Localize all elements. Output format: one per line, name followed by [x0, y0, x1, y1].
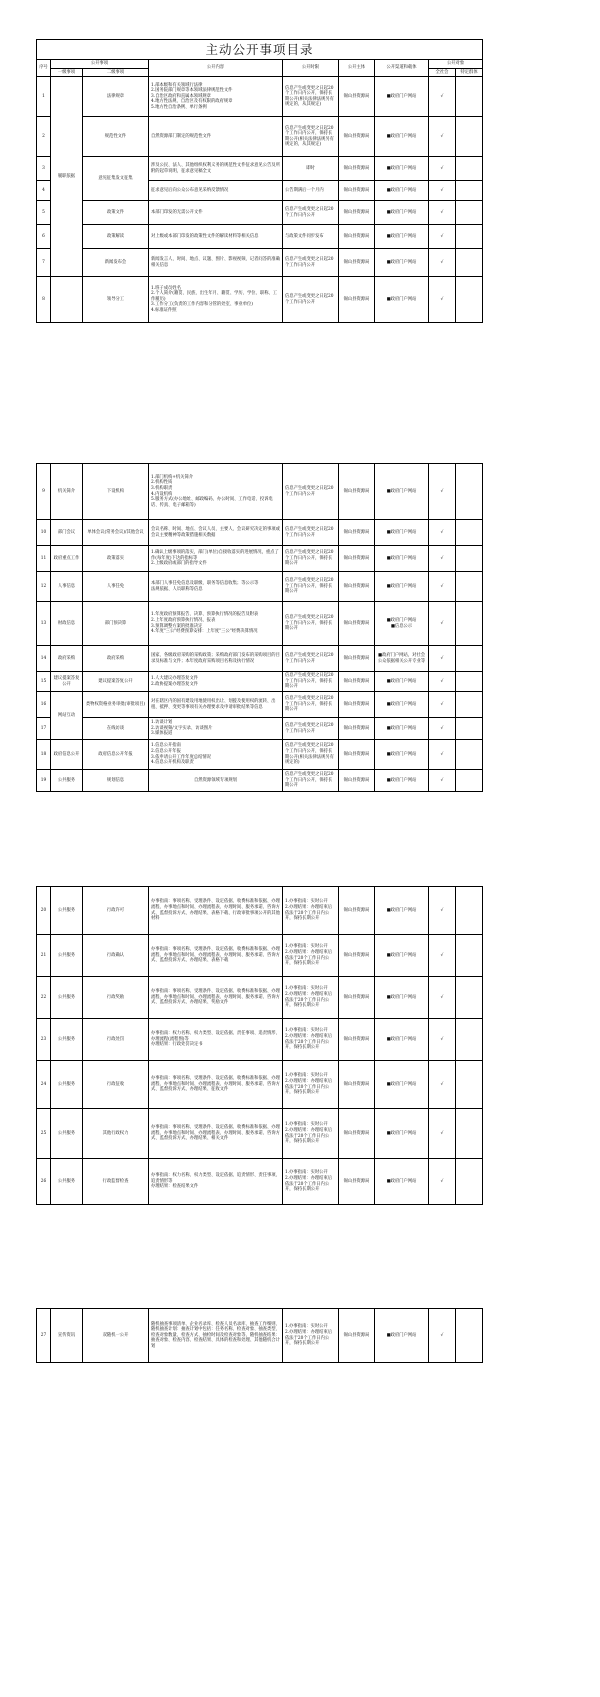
row-content: 1.信息公开指南 2.信息公开年报 3.依申请公开工作年度总结情况 4.信息公开机构及职责 — [149, 740, 283, 770]
row-subject: 锡山县资源局 — [339, 646, 375, 672]
row-cat2: 行政确认 — [83, 935, 149, 977]
row-specific — [456, 602, 483, 646]
row-time: 1.办事指南：实时公开 2.办理结果：办理结束后依法于20个工作日内公开，保持长期公开 — [283, 1109, 339, 1159]
row-society: √ — [429, 887, 456, 935]
row-content: 对上级或本部门印发的政策性文件的解读材料等相关信息 — [149, 225, 283, 249]
row-time: 1.办事指南：实时公开 2.办理结果：办理结束后依法于20个工作日内公开，保持长期公开 — [283, 1159, 339, 1205]
row-num: 12 — [37, 572, 51, 602]
header-category: 公开事项 — [51, 60, 149, 69]
row-time: 信息产生或变更之日起20个工作日内公开 — [283, 464, 339, 520]
row-cat1: 公共服务 — [51, 935, 83, 977]
row-time: 信息产生或变更之日起20个工作日内公开 — [283, 718, 339, 740]
row-cat2: 领导分工 — [83, 277, 149, 323]
row-content: 1.班子成员姓名 2.个人简介(籍贯、民族、出生年月、籍贯、学历、学位、职称、工作履历) 3.工作分工(负责的工作内容和分管的处室、事业单位) 4.标准证件照 — [149, 277, 283, 323]
header-target: 公开对象 — [429, 60, 483, 69]
row-content: 1.人大建议办理答复文件 2.政协提案办理答复文件 — [149, 672, 283, 692]
row-channel: ■政府门户网站，对社会公众依据相关公开专业等 — [375, 646, 429, 672]
row-num: 5 — [37, 201, 51, 225]
row-time: 1.办事指南：实时公开 2.办理结果：办理结束后依法于20个工作日内公开，保持长期公开 — [283, 1019, 339, 1061]
row-specific — [456, 1159, 483, 1205]
row-subject: 锡山县资源局 — [339, 249, 375, 277]
row-num: 8 — [37, 277, 51, 323]
row-channel: ■政府门户网站 — [375, 935, 429, 977]
row-content: 征求意见后向公众公布意见采纳反馈情况 — [149, 181, 283, 201]
row-society: √ — [429, 117, 456, 157]
row-cat1: 政府采购 — [51, 646, 83, 672]
row-channel: ■政府门户网站 — [375, 546, 429, 572]
row-num: 21 — [37, 935, 51, 977]
row-specific — [456, 181, 483, 201]
catalog-table-page2 — [36, 463, 483, 792]
row-time: 1.办事指南：实时公开 2.办理结果：办理结束后依法于20个工作日内公开，保持长期公开 — [283, 977, 339, 1019]
row-content: 1.部门机构+机关简介 2.机构性质 3.机构职责 4.内设机构 5.服务方式(办公地址、邮政编码、办公时间、工作电话、投诉电话、传真、电子邮箱等) — [149, 464, 283, 520]
row-subject: 锡山县资源局 — [339, 277, 375, 323]
header-cat1: 一级事项 — [51, 68, 83, 77]
page-section-1 — [36, 39, 482, 323]
row-subject: 锡山县资源局 — [339, 672, 375, 692]
row-society: √ — [429, 201, 456, 225]
row-channel: ■政府门户网站 — [375, 277, 429, 323]
row-channel: ■政府门户网站 — [375, 1109, 429, 1159]
row-time: 信息产生或变更之日起20个工作日内公开，保持长期公开 — [283, 602, 339, 646]
header-specific: 特定群体 — [456, 68, 483, 77]
row-cat1: 公共服务 — [51, 1019, 83, 1061]
row-cat1: 公共服务 — [51, 1061, 83, 1109]
row-specific — [456, 718, 483, 740]
row-society: √ — [429, 249, 456, 277]
row-society: √ — [429, 157, 456, 181]
row-num: 27 — [37, 1309, 51, 1363]
row-content: 国家、各级政府采购的采购政策；采购政府部门发布的采购项目的目录及标准与文件；本年度政府采购项目名称及执行情况 — [149, 646, 283, 672]
row-subject: 锡山县资源局 — [339, 1061, 375, 1109]
header-cat2: 二级事项 — [83, 68, 149, 77]
row-society: √ — [429, 935, 456, 977]
row-content: 办事指南：事项名称、受理条件、设定依据、收费标准和依据、办理流程、办事地点和时间、办理流程表、办理时间、服务承诺、咨询方式、监督投诉方式、办理结果、表格下载、行政审批事项公开的其他材料 — [149, 887, 283, 935]
row-cat2: 规划信息 — [83, 770, 149, 792]
row-society: √ — [429, 1019, 456, 1061]
row-content: 办事指南：事项名称、受理条件、设定依据、收费标准和依据、办理流程、办事地点和时间、办理流程表、办理时间、服务承诺、咨询方式、监督投诉方式、办理结果、奖励文件 — [149, 977, 283, 1019]
row-time: 信息产生或变更之日起20个工作日内公开 — [283, 201, 339, 225]
row-cat2: 政策文件 — [83, 201, 149, 225]
row-content: 对在辖区内的国有建设用地使用权出让、划拨及使用权的流转、出租、抵押、变更等事项有关办理要求及申请审批结果等信息 — [149, 692, 283, 718]
row-cat1: 宣传资讯 — [51, 1309, 83, 1363]
row-channel: ■政府门户网站 — [375, 977, 429, 1019]
row-subject: 锡山县资源局 — [339, 546, 375, 572]
row-subject: 锡山县资源局 — [339, 770, 375, 792]
header-subject: 公开主体 — [339, 60, 375, 77]
row-cat1 — [51, 277, 83, 323]
row-num: 15 — [37, 672, 51, 692]
row-time: 信息产生或变更之日起20个工作日内公开，保持长期公开 — [283, 546, 339, 572]
row-cat1: 人事信息 — [51, 572, 83, 602]
row-cat1: 部门会议 — [51, 520, 83, 546]
row-num: 9 — [37, 464, 51, 520]
row-subject: 锡山县资源局 — [339, 887, 375, 935]
row-time: 1.办事指南：实时公开 2.办理结果：办理结束后依法于20个工作日内公开，保持长期公开 — [283, 1309, 339, 1363]
row-cat2: 规范性文件 — [83, 117, 149, 157]
row-cat2: 在线访谈 — [83, 718, 149, 740]
row-num: 25 — [37, 1109, 51, 1159]
row-time: 信息产生或变更之日起20个工作日内公开 — [283, 520, 339, 546]
header-channel: 公开渠道和载体 — [375, 60, 429, 77]
header-time: 公开时限 — [283, 60, 339, 77]
row-num: 14 — [37, 646, 51, 672]
row-channel: ■政府门户网站 — [375, 520, 429, 546]
row-cat2: 政策解读 — [83, 225, 149, 249]
row-time: 信息产生或变更之日起20个工作日内公开，保持长期公开(相关法律法规另有规定的) — [283, 740, 339, 770]
row-subject: 锡山县资源局 — [339, 464, 375, 520]
row-specific — [456, 692, 483, 718]
row-society: √ — [429, 277, 456, 323]
row-time: 信息产生或变更之日起20个工作日内公开，保持长期公开 — [283, 672, 339, 692]
row-specific — [456, 277, 483, 323]
row-specific — [456, 117, 483, 157]
row-specific — [456, 1109, 483, 1159]
row-cat2: 行政处罚 — [83, 1019, 149, 1061]
row-society: √ — [429, 1109, 456, 1159]
row-time: 信息产生或变更之日起20个工作日内公开，保持长期公开(相关法律法规另有规定的，从其规定) — [283, 117, 339, 157]
header-content: 公开内容 — [149, 60, 283, 77]
row-time: 公告期满后一个月内 — [283, 181, 339, 201]
row-num: 16 — [37, 692, 51, 718]
row-specific — [456, 157, 483, 181]
row-society: √ — [429, 1061, 456, 1109]
row-society: √ — [429, 672, 456, 692]
row-society: √ — [429, 740, 456, 770]
row-time: 信息产生或变更之日起20个工作日内公开 — [283, 249, 339, 277]
row-society: √ — [429, 181, 456, 201]
row-cat1: 公共服务 — [51, 1159, 83, 1205]
row-content: 本部门人事任免信息及职级、职务等信息收集；等公示等 法规依据、人员职称等信息 — [149, 572, 283, 602]
row-cat1: 机关简介 — [51, 464, 83, 520]
row-channel: ■政府门户网站 — [375, 117, 429, 157]
row-num: 26 — [37, 1159, 51, 1205]
row-num: 22 — [37, 977, 51, 1019]
row-cat2: 单体会议(常务会议)/其他会议 — [83, 520, 149, 546]
row-channel: ■政府门户网站 — [375, 464, 429, 520]
row-society: √ — [429, 77, 456, 117]
row-subject: 锡山县资源局 — [339, 718, 375, 740]
row-time: 与政策文件同步发布 — [283, 225, 339, 249]
row-content: 涉及公民、法人、其他组织权利义务的规范性文件征求意见公告及所附的起草说明，征求意见稿全文 — [149, 157, 283, 181]
row-channel: ■政府门户网站 — [375, 77, 429, 117]
row-cat2: 双随机一公开 — [83, 1309, 149, 1363]
row-society: √ — [429, 1309, 456, 1363]
row-cat1: 网站互动 — [51, 692, 83, 740]
row-num: 18 — [37, 740, 51, 770]
row-subject: 锡山县资源局 — [339, 692, 375, 718]
row-channel: ■政府门户网站 — [375, 201, 429, 225]
row-subject: 锡山县资源局 — [339, 1159, 375, 1205]
row-channel: ■政府门户网站 — [375, 1061, 429, 1109]
header-num: 序号 — [37, 60, 51, 77]
row-num: 19 — [37, 770, 51, 792]
row-cat2: 政策落实 — [83, 546, 149, 572]
row-time: 1.办事指南：实时公开 2.办理结果：办理结束后依法于20个工作日内公开，保持长期公开 — [283, 887, 339, 935]
row-specific — [456, 1309, 483, 1363]
row-time: 信息产生或变更之日起20个工作日内公开，保持长期公开 — [283, 770, 339, 792]
row-society: √ — [429, 225, 456, 249]
row-society: √ — [429, 546, 456, 572]
row-specific — [456, 887, 483, 935]
row-cat1: 公共服务 — [51, 887, 83, 935]
row-cat1: 公共服务 — [51, 770, 83, 792]
catalog-table-page1 — [36, 39, 483, 323]
row-channel: ■政府门户网站 — [375, 181, 429, 201]
row-channel: ■政府门户网站 — [375, 572, 429, 602]
header-society: 全社会 — [429, 68, 456, 77]
row-society: √ — [429, 464, 456, 520]
row-num: 20 — [37, 887, 51, 935]
row-content: 办事指南：事项名称、受理条件、设定依据、收费标准和依据、办理流程、办事地点和时间、办理流程表、办理时间、服务承诺、咨询方式、监督投诉方式、办理结果、相关文件 — [149, 1109, 283, 1159]
row-time: 信息产生或变更之日起20个工作日内公开，保持长期公开 — [283, 692, 339, 718]
row-channel: ■政府门户网站 — [375, 1159, 429, 1205]
row-num: 1 — [37, 77, 51, 117]
row-cat2: 新闻发布会 — [83, 249, 149, 277]
row-cat2: 行政征收 — [83, 1061, 149, 1109]
row-num: 13 — [37, 602, 51, 646]
row-specific — [456, 201, 483, 225]
row-time: 信息产生或变更之日起20个工作日内公开 — [283, 646, 339, 672]
row-subject: 锡山县资源局 — [339, 157, 375, 181]
row-content: 新闻发言人、时间、地点、议题、图片、影视视频、记者问答的准确相关信息 — [149, 249, 283, 277]
row-cat2: 建议提案答复公开 — [83, 672, 149, 692]
row-channel: ■政府门户网站 — [375, 672, 429, 692]
row-subject: 锡山县资源局 — [339, 1309, 375, 1363]
catalog-table-page4 — [36, 1308, 483, 1363]
row-specific — [456, 249, 483, 277]
row-specific — [456, 977, 483, 1019]
row-cat1: 政府信息公开 — [51, 740, 83, 770]
row-specific — [456, 520, 483, 546]
row-channel: ■政府门户网站 — [375, 770, 429, 792]
row-content: 本部门印发的无需公开文件 — [149, 201, 283, 225]
row-cat2: 部门预决算 — [83, 602, 149, 646]
row-subject: 锡山县资源局 — [339, 201, 375, 225]
row-specific — [456, 464, 483, 520]
catalog-table-page3 — [36, 886, 483, 1205]
row-time: 即时 — [283, 157, 339, 181]
row-cat1: 财政信息 — [51, 602, 83, 646]
row-subject: 锡山县资源局 — [339, 117, 375, 157]
row-num: 2 — [37, 117, 51, 157]
row-channel: ■政府门户网站 — [375, 887, 429, 935]
row-cat2: 行政监督检查 — [83, 1159, 149, 1205]
row-content: 1.年度政府预算报告、决算、预算执行情况的报告及附表 2.上年度政府预算执行情况、报表 3.预算调整方案的批准决定 4.年度"三公"经费预算安排：上年度"三公"经费决算情况 — [149, 602, 283, 646]
row-specific — [456, 1061, 483, 1109]
row-channel: ■政府门户网站 — [375, 249, 429, 277]
row-content: 办事指南：权力名称、权力类型、设定依据、责任事项、追责情形、办理流程(流程图)等 办理结果：行政处罚决定书 — [149, 1019, 283, 1061]
row-subject: 锡山县资源局 — [339, 740, 375, 770]
row-cat2: 类物权资格业务审批(审批项目) — [83, 692, 149, 718]
row-num: 11 — [37, 546, 51, 572]
row-specific — [456, 77, 483, 117]
row-channel: ■政府门户网站 — [375, 1019, 429, 1061]
row-society: √ — [429, 770, 456, 792]
row-channel: ■政府门户网站 — [375, 157, 429, 181]
row-time: 1.办事指南：实时公开 2.办理结果：办理结束后依法于20个工作日内公开，保持长期公开 — [283, 935, 339, 977]
row-cat2: 意见征集发文征集 — [83, 157, 149, 201]
row-content: 随机抽查事项清单、企业名录库、检查人员名录库、抽查工作细则、 随机抽查计划：抽查计划中包括：任务名称、检查对象、抽查类型、检查对象数量、检查方式、抽检时间及检查对象等，随机抽查结果：抽查对象、检查内容、检查结果、具体的检查和处理、其他随机合计划 — [149, 1309, 283, 1363]
row-cat1: 公共服务 — [51, 977, 83, 1019]
row-subject: 锡山县资源局 — [339, 572, 375, 602]
row-cat2: 其他行政权力 — [83, 1109, 149, 1159]
row-society: √ — [429, 692, 456, 718]
row-subject: 锡山县资源局 — [339, 181, 375, 201]
row-cat2: 政府信息公开年报 — [83, 740, 149, 770]
row-specific — [456, 225, 483, 249]
row-cat1: 建议提案答复公开 — [51, 672, 83, 692]
row-channel: ■政府门户网站 ■信息公示 — [375, 602, 429, 646]
row-num: 17 — [37, 718, 51, 740]
row-society: √ — [429, 572, 456, 602]
row-content: 1.访谈计划 2.访谈视频/文字实录、访谈图片 3.媒体报道 — [149, 718, 283, 740]
row-specific — [456, 646, 483, 672]
row-time: 信息产生或变更之日起20个工作日内公开，保持长期公开(相关法律法规另有规定的，从其规定) — [283, 77, 339, 117]
row-society: √ — [429, 977, 456, 1019]
row-subject: 锡山县资源局 — [339, 1019, 375, 1061]
row-content: 自然资源部门制定的规范性文件 — [149, 117, 283, 157]
row-specific — [456, 572, 483, 602]
row-channel: ■政府门户网站 — [375, 692, 429, 718]
row-subject: 锡山县资源局 — [339, 77, 375, 117]
row-content: 1.确认上级事项的落实，部门(单位)自接收落实的进展情况，重点了作(每年度)下达的指标等 2.上级政府或部门的指导文件 — [149, 546, 283, 572]
page-section-4 — [36, 1308, 482, 1363]
row-subject: 锡山县资源局 — [339, 520, 375, 546]
row-society: √ — [429, 520, 456, 546]
row-cat1: 政府重点工作 — [51, 546, 83, 572]
row-subject: 锡山县资源局 — [339, 935, 375, 977]
row-specific — [456, 935, 483, 977]
row-channel: ■政府门户网站 — [375, 718, 429, 740]
row-cat2: 人事任免 — [83, 572, 149, 602]
row-num: 4 — [37, 181, 51, 201]
row-content: 1.部本级和有关领域行法律 2.国务院部门规章等本领域法律规范性文件 3.自治区政府和直属本领域规章 4.地方性法规、自治区及有权限的政府规章 5.地方性自治条例、单行条例 — [149, 77, 283, 117]
row-num: 10 — [37, 520, 51, 546]
row-specific — [456, 546, 483, 572]
row-time: 信息产生或变更之日起20个工作日内公开，保持长期公开 — [283, 572, 339, 602]
row-subject: 锡山县资源局 — [339, 225, 375, 249]
row-cat2: 政府采购 — [83, 646, 149, 672]
row-society: √ — [429, 1159, 456, 1205]
row-channel: ■政府门户网站 — [375, 225, 429, 249]
page-title: 主动公开事项目录 — [37, 40, 483, 60]
row-cat2: 下设机构 — [83, 464, 149, 520]
row-content: 办事指南：权力名称、权力类型、设定依据、追责情形、责任事项、追责情形等 办理结果：检查结果文件 — [149, 1159, 283, 1205]
row-cat1: 公共服务 — [51, 1109, 83, 1159]
row-content: 办事指南：事项名称、受理条件、设定依据、收费标准和依据、办理流程、办事地点和时间、办理流程表、办理时间、服务承诺、咨询方式、监督投诉方式、办理结果、表格下载 — [149, 935, 283, 977]
row-num: 6 — [37, 225, 51, 249]
row-channel: ■政府门户网站 — [375, 740, 429, 770]
row-content: 自然资源领域专项规划 — [149, 770, 283, 792]
row-specific — [456, 1019, 483, 1061]
row-society: √ — [429, 718, 456, 740]
row-subject: 锡山县资源局 — [339, 1109, 375, 1159]
row-cat2: 行政奖励 — [83, 977, 149, 1019]
row-subject: 锡山县资源局 — [339, 977, 375, 1019]
row-subject: 锡山县资源局 — [339, 602, 375, 646]
row-num: 7 — [37, 249, 51, 277]
row-specific — [456, 770, 483, 792]
row-cat1: 履职依据 — [51, 77, 83, 277]
row-society: √ — [429, 602, 456, 646]
row-cat2: 法律规章 — [83, 77, 149, 117]
row-cat2: 行政许可 — [83, 887, 149, 935]
row-num: 3 — [37, 157, 51, 181]
page-section-2 — [36, 463, 482, 792]
row-channel: ■政府门户网站 — [375, 1309, 429, 1363]
row-specific — [456, 672, 483, 692]
row-num: 23 — [37, 1019, 51, 1061]
row-content: 会议名称、时间、地点、会议人员、主要人、会议研究决定的事项或会议主要精神等政策措施相关数据 — [149, 520, 283, 546]
row-time: 信息产生或变更之日起20个工作日内公开 — [283, 277, 339, 323]
row-num: 24 — [37, 1061, 51, 1109]
row-society: √ — [429, 646, 456, 672]
row-specific — [456, 740, 483, 770]
row-content: 办事指南：事项名称、受理条件、设定依据、收费标准和依据、办理流程、办事地点和时间、办理流程表、办理时间、服务承诺、咨询方式、监督投诉方式、办理结果、征收文件 — [149, 1061, 283, 1109]
page-section-3 — [36, 886, 482, 1205]
row-time: 1.办事指南：实时公开 2.办理结果：办理结束后依法于20个工作日内公开，保持长期公开 — [283, 1061, 339, 1109]
